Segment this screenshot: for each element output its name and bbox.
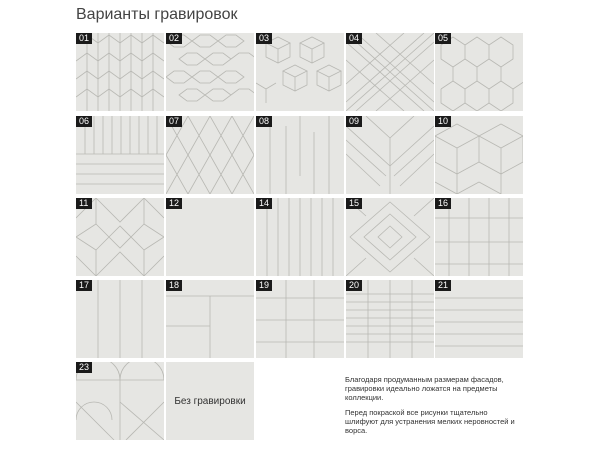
horizontal-lines-pattern	[435, 280, 523, 358]
engraving-tile-17[interactable]	[76, 280, 164, 358]
engraving-tile-09[interactable]	[346, 116, 434, 194]
description	[345, 375, 520, 441]
tile-number: 16	[435, 198, 451, 209]
tile-number: 04	[346, 33, 362, 44]
tile-number: 10	[435, 116, 451, 127]
description-paragraph-1: Благодаря продуманным размерам фасадов, гравировки идеально ложатся на предметы коллекции.	[345, 375, 504, 402]
page-title: Варианты гравировок	[76, 6, 238, 23]
tile-number: 02	[166, 33, 182, 44]
tile-number: 11	[76, 198, 92, 209]
engraving-tile-03[interactable]	[256, 33, 344, 111]
engraving-tile-18[interactable]	[166, 280, 254, 358]
engraving-tile-21[interactable]	[435, 280, 523, 358]
diagonal-x-pattern	[346, 33, 434, 111]
engraving-tile-14[interactable]	[256, 198, 344, 276]
tile-number: 21	[435, 280, 451, 291]
tile-number: 03	[256, 33, 272, 44]
engraving-tile-20[interactable]	[346, 280, 434, 358]
geometric-lattice-pattern	[76, 198, 164, 276]
no-engraving-label: Без гравировки	[174, 396, 246, 407]
tile-number: 15	[346, 198, 362, 209]
diagonal-chevron-pattern	[346, 116, 434, 194]
engraving-tile-none[interactable]	[166, 362, 254, 440]
horizontal-stripes-grid-pattern	[346, 280, 434, 358]
engraving-tile-01[interactable]	[76, 33, 164, 111]
description-paragraph-2: Перед покраской все рисунки тщательно шлифуют для устранения мелких неровностей и ворса.	[345, 408, 515, 435]
grid-offset-pattern	[435, 198, 523, 276]
hexagons-pattern	[166, 33, 254, 111]
tile-number: 05	[435, 33, 451, 44]
engraving-tile-23[interactable]	[76, 362, 164, 440]
tile-number: 20	[346, 280, 362, 291]
diamonds-pattern	[166, 116, 254, 194]
tile-number: 08	[256, 116, 272, 127]
tile-number: 18	[166, 280, 182, 291]
engraving-tile-19[interactable]	[256, 280, 344, 358]
grid-pattern	[256, 280, 344, 358]
tile-number: 23	[76, 362, 92, 373]
engraving-tile-16[interactable]	[435, 198, 523, 276]
herringbone-pattern	[76, 33, 164, 111]
engraving-tile-04[interactable]	[346, 33, 434, 111]
engraving-tile-08[interactable]	[256, 116, 344, 194]
isometric-cubes-pattern	[435, 116, 523, 194]
staggered-verticals-pattern	[256, 116, 344, 194]
engraving-tile-12[interactable]	[166, 198, 254, 276]
engraving-tile-05[interactable]	[435, 33, 523, 111]
tile-number: 01	[76, 33, 92, 44]
tile-number: 12	[166, 198, 182, 209]
tile-number: 19	[256, 280, 272, 291]
tile-number: 17	[76, 280, 92, 291]
nested-diamonds-pattern	[346, 198, 434, 276]
engraving-tile-02[interactable]	[166, 33, 254, 111]
engraving-tile-15[interactable]	[346, 198, 434, 276]
cubes-pattern	[256, 33, 344, 111]
arcs-and-diagonals-pattern	[76, 362, 164, 440]
engraving-tile-06[interactable]	[76, 116, 164, 194]
tile-number: 14	[256, 198, 272, 209]
engraving-tile-11[interactable]	[76, 198, 164, 276]
wide-verticals-pattern	[76, 280, 164, 358]
tile-number: 06	[76, 116, 92, 127]
panels-pattern	[166, 280, 254, 358]
vertical-lines-pattern	[256, 198, 344, 276]
vertical-and-horizontal-pattern	[76, 116, 164, 194]
tile-number: 09	[346, 116, 362, 127]
hexagons-large-pattern	[435, 33, 523, 111]
tile-number: 07	[166, 116, 182, 127]
engraving-tile-07[interactable]	[166, 116, 254, 194]
engraving-tile-10[interactable]	[435, 116, 523, 194]
